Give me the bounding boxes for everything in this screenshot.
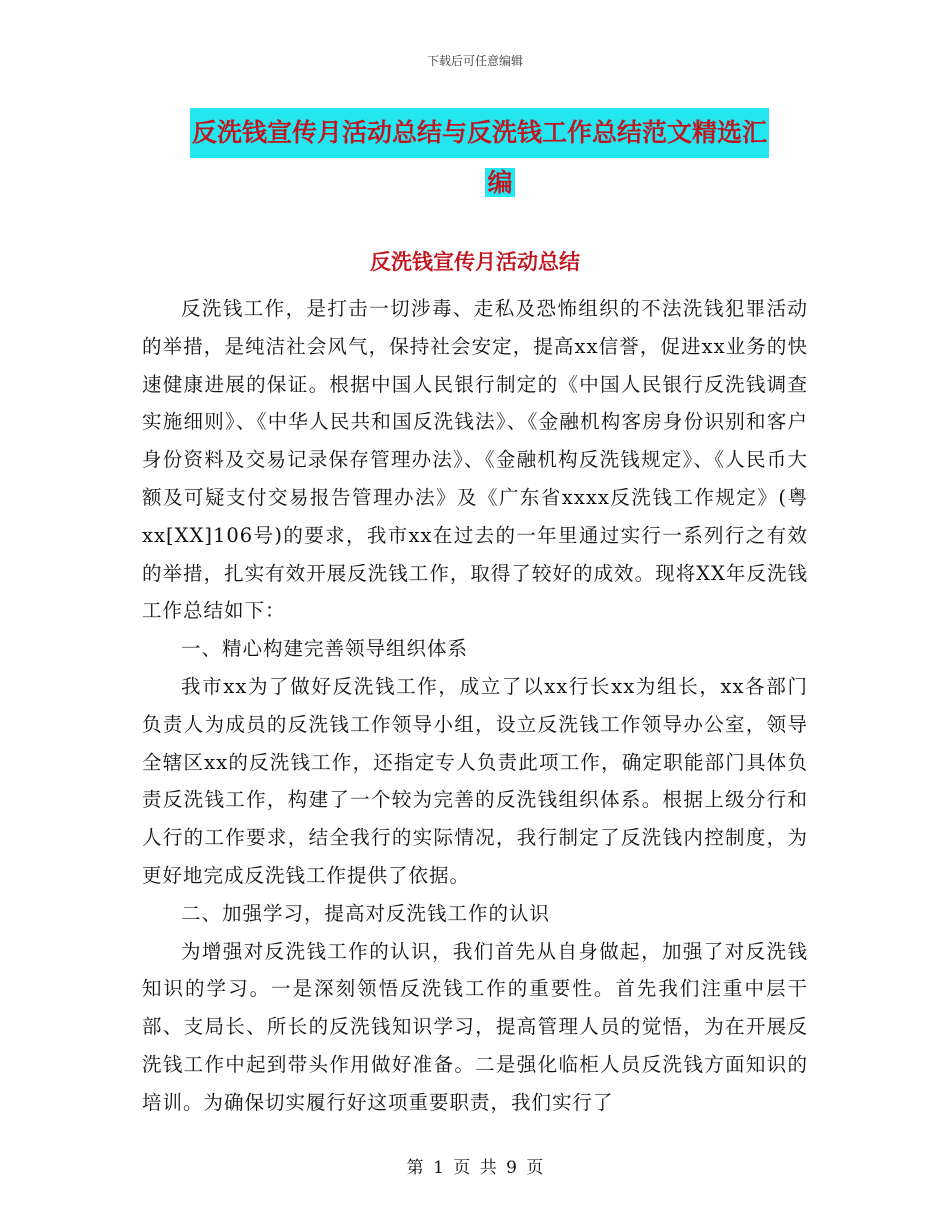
document-title-line2: 编 — [487, 168, 513, 197]
paragraph: 我市xx为了做好反洗钱工作，成立了以xx行长xx为组长，xx各部门负责人为成员的反洗钱工作领导小组，设立反洗钱工作领导办公室，领导全辖区xx的反洗钱工作，还指定专人负责此项工作，确定职能部门具体负责反洗钱工作，构建了一个较为完善的反洗钱组织体系。根据上级分行和人行的工作要求，结全我行的实际情况，我行制定了反洗钱内控制度，为更好地完成反洗钱工作提供了依据。 — [142, 674, 808, 887]
paragraph: 反洗钱工作，是打击一切涉毒、走私及恐怖组织的不法洗钱犯罪活动的举措，是纯洁社会风气，保持社会安定，提高xx信誉，促进xx业务的快速健康进展的保证。根据中国人民银行制定的《中国人民银行反洗钱调查实施细则》、《中华人民共和国反洗钱法》、《金融机构客房身份识别和客户身份资料及交易记录保存管理办法》、《金融机构反洗钱规定》、《人民币大额及可疑支付交易报告管理办法》及《广东省xxxx反洗钱工作规定》(粤xx[XX]106号)的要求，我市xx在过去的一年里通过实行一系列行之有效的举措，扎实有效开展反洗钱工作，取得了较好的成效。现将XX年反洗钱工作总结如下： — [142, 297, 808, 623]
document-title-line1: 反洗钱宣传月活动总结与反洗钱工作总结范文精选汇 — [190, 108, 769, 158]
paragraph-heading: 一、精心构建完善领导组织体系 — [181, 637, 469, 661]
document-body — [142, 290, 808, 1122]
page-indicator: 第 1 页 共 9 页 — [406, 1158, 544, 1178]
section-title: 反洗钱宣传月活动总结 — [370, 249, 580, 274]
header-note: 下载后可任意编辑 — [426, 54, 523, 68]
paragraph: 为增强对反洗钱工作的认识，我们首先从自身做起，加强了对反洗钱知识的学习。一是深刻领悟反洗钱工作的重要性。首先我们注重中层干部、支局长、所长的反洗钱知识学习，提高管理人员的觉悟，为在开展反洗钱工作中起到带头作用做好准备。二是强化临柜人员反洗钱方面知识的培训。为确保切实履行好这项重要职责，我们实行了 — [142, 939, 808, 1114]
document-title — [190, 108, 810, 208]
document-title-line2-wrap — [190, 158, 810, 208]
paragraph-heading: 二、加强学习，提高对反洗钱工作的认识 — [181, 901, 551, 925]
